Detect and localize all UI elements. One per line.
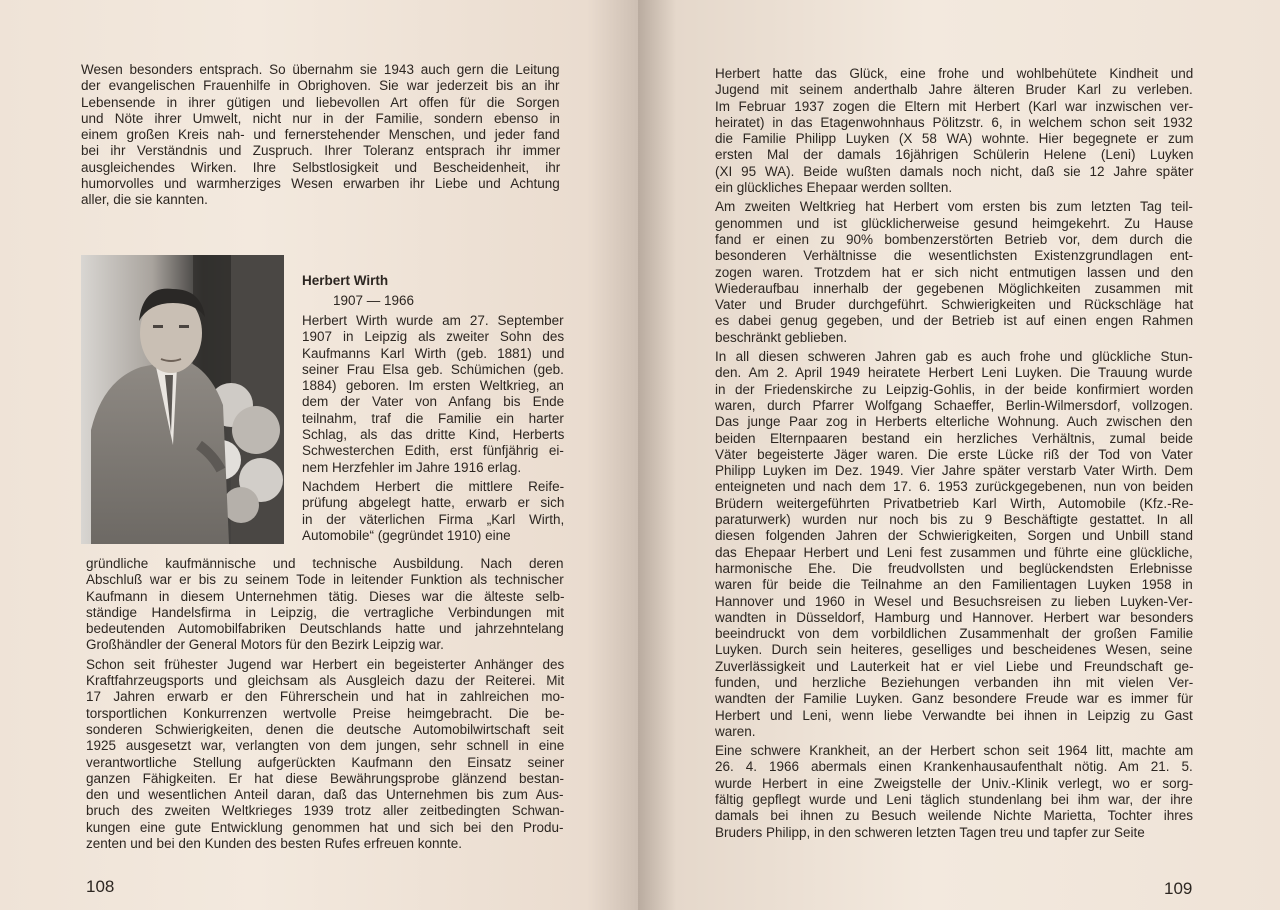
text-line: torsportlichen Konkurrenzen wertvolle Preise heimgebracht. Die be- [86, 705, 565, 721]
text-line: Das junge Paar zog in Herberts elterliche Wohnung. Auch zwischen den [715, 414, 1193, 430]
right-paragraph-2 [715, 199, 1193, 346]
text-line: 1884) geboren. Im ersten Weltkrieg, an [302, 378, 564, 394]
right-text-column [715, 66, 1193, 841]
text-line: den. Am 2. April 1949 heiratete Herbert Leni Luyken. Die Trauung wurde [715, 365, 1193, 381]
page-number-right: 109 [1164, 879, 1193, 898]
text-line: aller, die sie kannten. [81, 192, 208, 208]
bio-paragraph-2-narrow [302, 479, 564, 544]
text-line: In all diesen schweren Jahren gab es auch frohe und glückliche Stun- [715, 349, 1193, 365]
text-line: dem der Vater von Anfang bis Ende [302, 394, 565, 410]
text-line: Schlag, als das dritte Kind, Herberts [302, 427, 565, 443]
page-number-left: 108 [86, 877, 115, 896]
text-line: damals bei ihnen zu Besuch weilende Nichte Marietta, Tochter ihres [715, 808, 1193, 824]
text-line: Philipp Luyken im Dez. 1949. Vier Jahre später verstarb Vater Wirth. Dem [715, 463, 1193, 479]
text-line: wandten in Düsseldorf, Hamburg und Hannover. Herbert war besonders [715, 609, 1194, 625]
bio-paragraph-3 [86, 657, 564, 853]
text-line: besonderen Verhältnisse die wesentlichsten Existenzgrundlagen ent- [715, 248, 1194, 264]
text-line: prüfung abgelegt hatte, erwarb er sich [302, 495, 565, 511]
text-line: Lebensende in ihrer gütigen und liebevollen Art offen für die Sorgen [81, 94, 560, 110]
text-line: heiratet) in das Etagenwohnhaus Pölitzstr. 6, in welchem schon seit 1932 [715, 114, 1193, 130]
text-line: wurde Herbert in eine Zweigstelle der Univ.-Klinik verlegt, wo er sorg- [715, 775, 1194, 791]
text-line: teilnahm, traf die Familie ein harter [302, 410, 564, 426]
text-line: ganzen Fähigkeiten. Er hat diese Bewährungsprobe glänzend bestan- [86, 770, 565, 786]
text-line: bedeutenden Automobilfabriken Deutschlands hatte und jahrzehntelang [86, 621, 564, 637]
text-line: Schon seit frühester Jugend war Herbert ein begeisterter Anhänger des [86, 656, 565, 672]
bio-name: Herbert Wirth [302, 273, 389, 288]
text-line: 1925 ausgesetzt war, verlangten von dem jungen, sehr schnell in eine [86, 738, 565, 754]
text-line: Herbert hatte das Glück, eine frohe und wohlbehütete Kindheit und [715, 66, 1194, 81]
text-line: den und wesentlichen Anteil daran, daß das Unternehmen bis zum Aus- [86, 787, 564, 803]
text-line: und Nöte ihrer Umwelt, nicht nur in der Familie, sondern ebenso in [81, 110, 560, 126]
text-line: waren, durch Pfarrer Wolfgang Schaeffer, Berlin-Wilmersdorf, vollzogen. [715, 397, 1193, 413]
text-line: ständige Handelsfirma in Leipzig, die vertragliche Verbindungen mit [86, 604, 564, 620]
text-line: 17 Jahren erwarb er den Führerschein und hat in zahlreichen mo- [86, 689, 565, 705]
intro-text [81, 62, 560, 209]
text-line: Bruders Philipp, in den schweren letzten Tagen treu und tapfer zur Seite [715, 824, 1145, 840]
text-line: Vater und Bruder durchgeführt. Schwierigkeiten und Rückschläge hat [715, 297, 1194, 313]
text-line: ersten Mal der damals 16jährigen Schülerin Helene (Leni) Luyken [715, 147, 1194, 163]
text-line: nem Herzfehler im Jahre 1916 erlag. [302, 459, 522, 475]
intro-paragraph [81, 62, 560, 209]
text-line: fand er einen zu 90% bombenzerstörten Betrieb vor, dem durch die [715, 231, 1193, 247]
text-line: Kraftfahrzeugsports und gleichsam als Ausgleich dazu der Reiterei. Mit [86, 673, 565, 689]
text-line: Kaufmanns Karl Wirth (geb. 1881) und [302, 345, 565, 361]
text-line: waren für beide die Teilnahme an den Familientagen Luyken 1958 in [715, 577, 1193, 593]
portrait-photo [81, 255, 284, 544]
text-line: Luyken. Durch sein heiteres, geselliges und bescheidenes Wesen, seine [715, 642, 1193, 658]
text-line: beeindruckt von dem vorbildlichen Zusammenhalt der großen Familie [715, 626, 1194, 642]
right-paragraph-3 [715, 349, 1193, 740]
text-line: kungen eine gute Entwicklung genommen hat und sich bei den Produ- [86, 819, 564, 835]
text-line: Schwesterchen Edith, erst fünfjährig ei- [302, 443, 564, 459]
text-line: Herbert Wirth wurde am 27. September [302, 313, 564, 328]
bio-header [302, 272, 564, 544]
text-line: funden, und herzliche Beziehungen verbanden ihn mit vielen Ver- [715, 674, 1194, 690]
text-line: wandten der Familie Luyken. Ganz besondere Freude war es immer für [715, 691, 1193, 707]
left-page [0, 0, 638, 910]
right-paragraph-1 [715, 66, 1193, 196]
text-line: 26. 4. 1966 abermals einen Krankenhausaufenthalt nötig. Am 21. 5. [715, 759, 1193, 775]
text-line: enteigneten und nach dem 17. 6. 1953 zurückgegebenen, nun von beiden [715, 479, 1194, 495]
text-line: sonderen Schwierigkeiten, denen die deutsche Automobilwirtschaft seit [86, 721, 564, 737]
text-line: Im Februar 1937 zogen die Eltern mit Herbert (Karl war inzwischen ver- [715, 98, 1194, 114]
text-line: Am zweiten Weltkrieg hat Herbert vom ersten bis zum letzten Tag teil- [715, 199, 1193, 215]
text-line: Nachdem Herbert die mittlere Reife- [302, 478, 565, 494]
text-line: es dabei genug gegeben, und der Betrieb ist auf einen engen Rahmen [715, 313, 1194, 329]
text-line: Väter begeisterte Jäger waren. Die erste Lücke riß der Tod von Vater [715, 446, 1193, 462]
text-line: genommen und ist glücklicherweise gesund heimgekehrt. Zu Hause [715, 215, 1194, 231]
text-line: in der väterlichen Firma „Karl Wirth, [302, 511, 565, 527]
text-line: das Ehepaar Herbert und Leni fest zusammen und führte eine glückliche, [715, 544, 1193, 560]
text-line: waren. [715, 723, 756, 739]
text-line: harmonische Ehe. Die freudvollsten und beglückendsten Erlebnisse [715, 560, 1193, 576]
text-line: bruch des zweiten Weltkrieges 1939 trotz aller zeitbedingten Schwan- [86, 803, 565, 819]
text-line: beiden Elternpaaren bestand ein herzliches Verhältnis, zumal beide [715, 430, 1194, 446]
text-line: Jugend mit seinem anderthalb Jahre älteren Bruder Karl zu verleben. [715, 82, 1193, 98]
text-line: Brüdern weitergeführten Privatbetrieb Karl Wirth, Automobile (Kfz.-Re- [715, 495, 1194, 511]
text-line: fältig gepflegt wurde und Leni täglich stundenlang bei ihm war, der ihre [715, 792, 1193, 808]
text-line: einem großen Kreis nah- und fernerstehender Menschen, und jeder fand [81, 127, 560, 143]
bio-paragraph-1 [302, 313, 564, 476]
text-line: Wiederaufbau innerhalb der gegebenen Möglichkeiten zusammen mit [715, 280, 1193, 296]
text-line: bei ihr Verständnis und Zuspruch. Ihrer Toleranz entsprach ihr immer [81, 143, 561, 159]
text-line: Herbert und Leni, wenn liebe Verwandte bei ihnen in Leipzig zu Gast [715, 707, 1193, 723]
bio-continuation [86, 556, 564, 852]
text-line: Zuverlässigkeit und Lauterkeit hat er viel Liebe und Freundschaft ge- [715, 658, 1194, 674]
bio-paragraph-2-wide [86, 556, 564, 654]
text-line: (XI 95 WA). Beide wußten damals noch nicht, daß sie 12 Jahre später [715, 163, 1194, 179]
text-line: ausgleichendes Wirken. Ihre Selbstlosigkeit und Bescheidenheit, ihr [81, 159, 561, 175]
text-line: Automobile“ (gegründet 1910) eine [302, 527, 511, 543]
text-line: verantwortliche Stellung aufgerückten Kaufmann den Einsatz seiner [86, 754, 565, 770]
text-line: diesen folgenden Jahren der Schwierigkeiten, Sorgen und Unbill stand [715, 528, 1194, 544]
text-line: Hannover und 1960 in Wesel und Besuchsreisen zu lieben Luyken-Ver- [715, 593, 1193, 609]
bio-dates: 1907 — 1966 [333, 293, 415, 308]
text-line: Kaufmann in diesem Unternehmen tätig. Dieses war die älteste selb- [86, 588, 565, 604]
text-line: zogen waren. Trotzdem hat er sich nicht entmutigen lassen und den [715, 264, 1194, 280]
text-line: Eine schwere Krankheit, an der Herbert schon seit 1964 litt, machte am [715, 743, 1194, 759]
text-line: zenten und bei den Kunden des besten Rufes erfreuen konnte. [86, 836, 463, 852]
text-line: der evangelischen Frauenhilfe in Obrighoven. Sie war jederzeit bis an ihr [81, 78, 560, 94]
text-line: paraturwerk) wurden nur noch bis zu 9 Beschäftigte gestattet. In all [715, 512, 1193, 528]
text-line: beschränkt geblieben. [715, 329, 848, 345]
text-line: ein glückliches Ehepaar werden sollten. [715, 180, 953, 196]
text-line: gründliche kaufmännische und technische Ausbildung. Nach deren [86, 556, 564, 571]
text-line: Großhändler der General Motors für den Bezirk Leipzig war. [86, 637, 444, 653]
text-line: humorvolles und warmherziges Wesen erwarben ihr Liebe und Achtung [81, 176, 560, 192]
text-line: in der Friedenskirche zu Leipzig-Gohlis, in der beide konfirmiert worden [715, 381, 1194, 397]
text-line: Abschluß war er bis zu seinem Tode in leitender Funktion als technischer [86, 572, 564, 588]
text-line: seiner Frau Elsa geb. Schümichen (geb. [302, 361, 564, 377]
text-line: Wesen besonders entsprach. So übernahm sie 1943 auch gern die Leitung [81, 62, 560, 77]
right-paragraph-4 [715, 743, 1193, 841]
text-line: 1907 in Leipzig als zweiter Sohn des [302, 329, 565, 345]
text-line: die Familie Philipp Luyken (X 58 WA) wohnte. Hier begegnete er zum [715, 131, 1194, 147]
right-page [638, 0, 1280, 910]
